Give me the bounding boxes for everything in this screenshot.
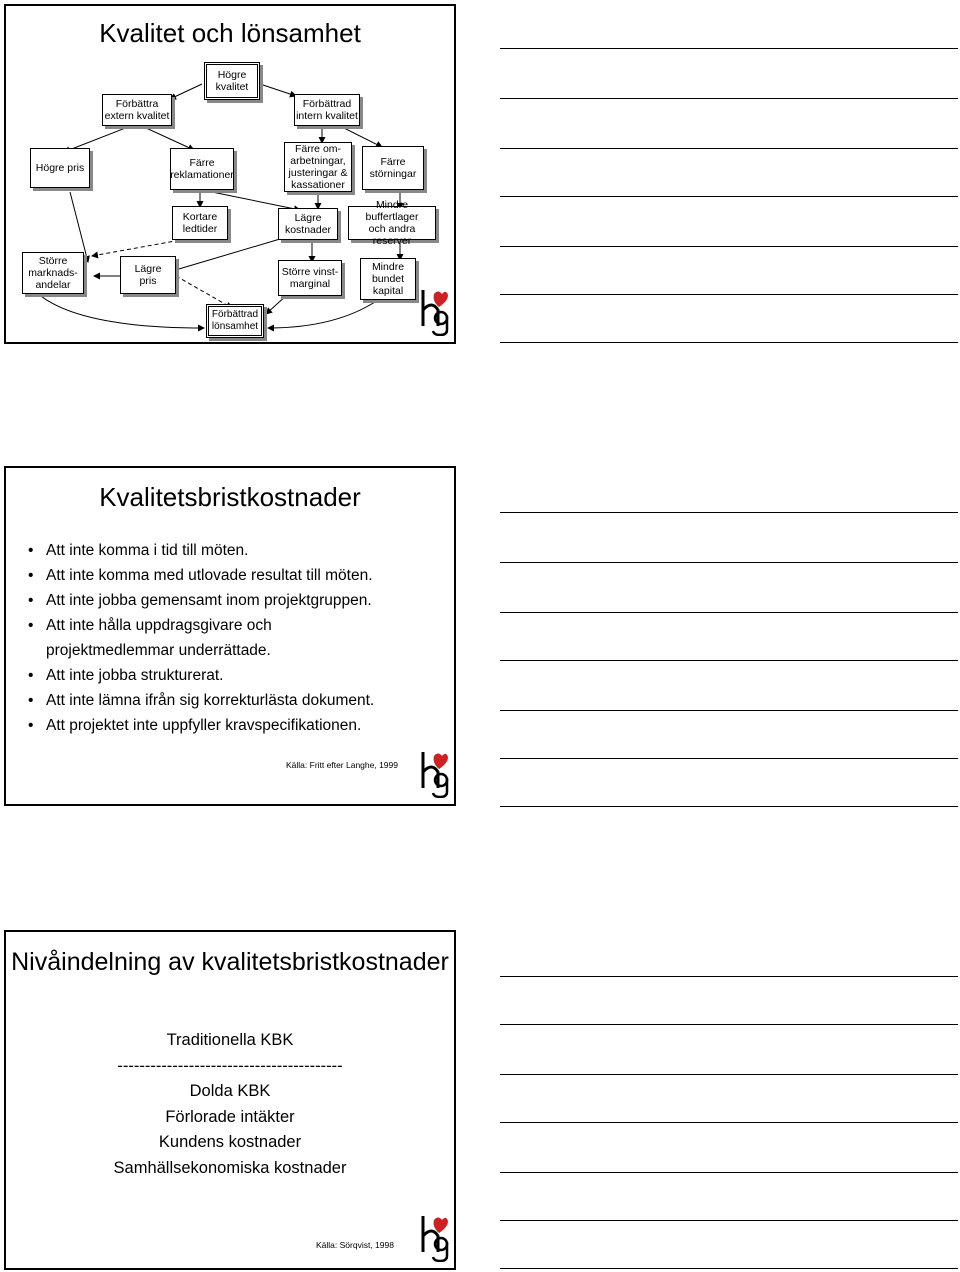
box-hogre-kvalitet: Högre kvalitet [204, 62, 260, 100]
bullet-item: • Att projektet inte uppfyller kravspecifikationen. [28, 713, 374, 738]
slide-title: Kvalitet och lönsamhet [99, 18, 361, 48]
note-line[interactable] [500, 196, 958, 197]
box-lagre-pris: Lägre pris [120, 256, 176, 294]
level-item: Kundens kostnader [158, 1133, 302, 1151]
box-forbattrad-lonsamhet: Förbättrad lönsamhet [206, 304, 264, 338]
note-line[interactable] [500, 1024, 958, 1025]
box-forbattra-extern-kvalitet: Förbättra extern kvalitet [102, 94, 172, 126]
note-line[interactable] [500, 1172, 958, 1173]
hg-logo-icon [418, 1212, 454, 1262]
source-note: Källa: Sörqvist, 1998 [316, 1240, 394, 1250]
note-line[interactable] [500, 660, 958, 661]
bullet-item: • Att inte komma i tid till möten. [28, 538, 374, 563]
level-item: Samhällsekonomiska kostnader [113, 1158, 347, 1177]
source-note: Källa: Fritt efter Langhe, 1999 [286, 760, 398, 770]
note-line[interactable] [500, 1074, 958, 1075]
note-line[interactable] [500, 246, 958, 247]
bullet-item: • Att inte lämna ifrån sig korrekturlästa dokument. [28, 688, 374, 713]
box-farre-storningar: Färre störningar [362, 146, 424, 190]
note-line[interactable] [500, 294, 958, 295]
note-line[interactable] [500, 48, 958, 49]
box-hogre-pris: Högre pris [30, 148, 90, 188]
box-storre-vinstmarginal: Större vinst- marginal [278, 260, 342, 296]
box-kortare-ledtider: Kortare ledtider [172, 206, 228, 240]
bullet-item: • Att inte jobba gemensamt inom projektgruppen. [28, 588, 374, 613]
note-line[interactable] [500, 758, 958, 759]
hg-logo-icon [418, 286, 454, 336]
slide-title: Nivåindelning av kvalitetsbristkostnader [11, 948, 449, 976]
slide-kvalitetsbristkostnader [4, 466, 456, 806]
note-line[interactable] [500, 148, 958, 149]
note-line[interactable] [500, 342, 958, 343]
box-forbattrad-intern-kvalitet: Förbättrad intern kvalitet [294, 94, 360, 126]
hg-logo-icon [418, 748, 454, 798]
level-item: Dolda KBK [189, 1082, 271, 1100]
level-list [6, 1028, 454, 1181]
box-mindre-buffertlager: Mindre buffertlager och andra reserver [348, 206, 436, 240]
bullet-item: • Att inte hålla uppdragsgivare och projektmedlemmar underrättade. [28, 613, 336, 663]
slide-nivaindelning [4, 930, 456, 1270]
bullet-item: • Att inte jobba strukturerat. [28, 663, 374, 688]
level-separator: ----------------------------------------- [117, 1056, 343, 1075]
note-line[interactable] [500, 1220, 958, 1221]
slide-title: Kvalitetsbristkostnader [99, 482, 361, 512]
box-lagre-kostnader: Lägre kostnader [278, 208, 338, 240]
note-line[interactable] [500, 562, 958, 563]
bullet-item: • Att inte komma med utlovade resultat till möten. [28, 563, 374, 588]
box-storre-marknadsandelar: Större marknads- andelar [22, 252, 84, 294]
bullet-list [28, 538, 374, 738]
level-item: Förlorade intäkter [165, 1107, 295, 1126]
level-item: Traditionella KBK [166, 1031, 294, 1049]
note-line[interactable] [500, 806, 958, 807]
note-line[interactable] [500, 1122, 958, 1123]
note-line[interactable] [500, 98, 958, 99]
note-line[interactable] [500, 976, 958, 977]
note-line[interactable] [500, 612, 958, 613]
note-line[interactable] [500, 1268, 958, 1269]
box-farre-omarbetningar: Färre om- arbetningar, justeringar & kassationer [284, 142, 352, 192]
box-mindre-bundet-kapital: Mindre bundet kapital [360, 258, 416, 300]
note-line[interactable] [500, 710, 958, 711]
slide-kvalitet-och-lonsamhet [4, 4, 456, 344]
box-farre-reklamationer: Färre reklamationer [170, 148, 234, 190]
note-line[interactable] [500, 512, 958, 513]
